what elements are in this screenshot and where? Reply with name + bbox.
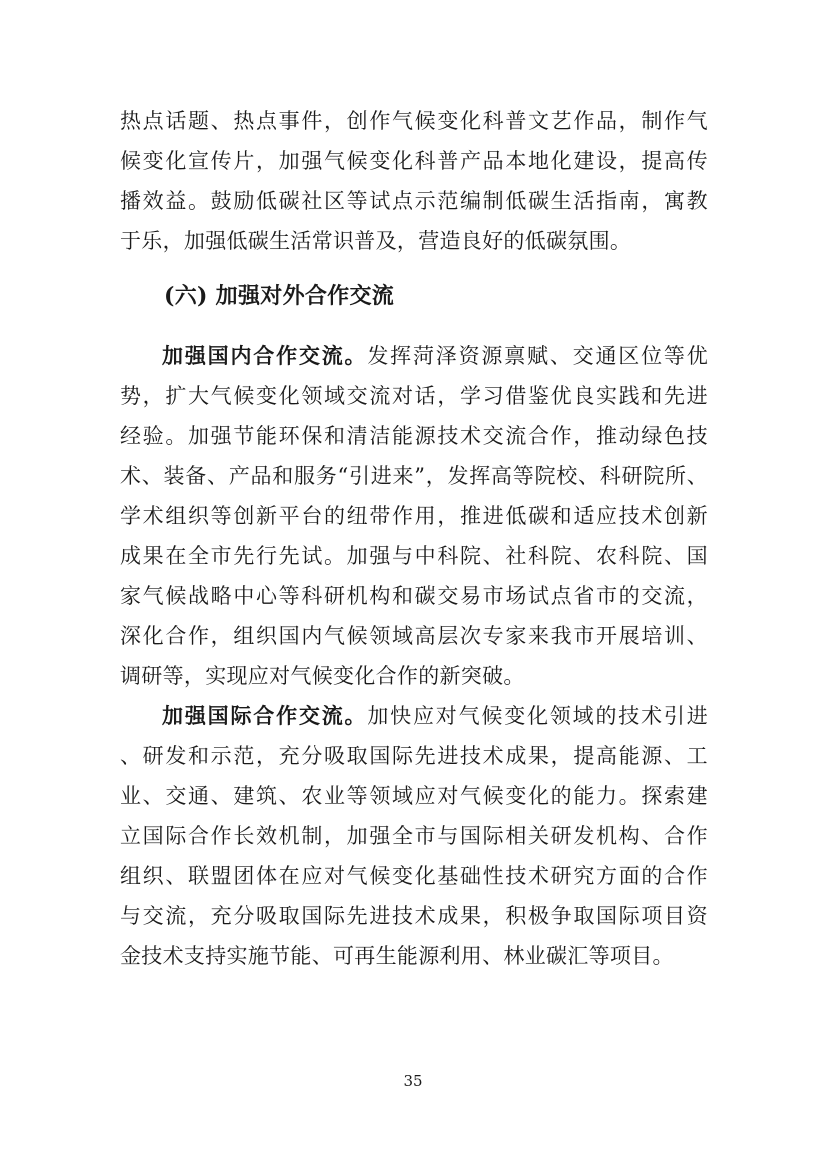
paragraph-line: 播效益。鼓励低碳社区等试点示范编制低碳生活指南，寓教	[120, 189, 708, 213]
paragraph-line: 热点话题、热点事件，创作气候变化科普文艺作品，制作气	[120, 109, 708, 133]
paragraph-line: 成果在全市先行先试。加强与中科院、社科院、农科院、国	[120, 544, 708, 568]
paragraph-line: 金技术支持实施节能、可再生能源利用、林业碳汇等项目。	[120, 944, 674, 968]
paragraph-line: 学术组织等创新平台的纽带作用，推进低碳和适应技术创新	[120, 504, 708, 528]
paragraph-line: 立国际合作长效机制，加强全市与国际相关研发机构、合作	[120, 824, 708, 848]
paragraph-line: 、研发和示范，充分吸取国际先进技术成果，提高能源、工	[120, 744, 708, 768]
paragraph-line: 势，扩大气候变化领域交流对话，学习借鉴优良实践和先进	[120, 384, 708, 408]
paragraph-line: 经验。加强节能环保和清洁能源技术交流合作，推动绿色技	[120, 424, 708, 448]
paragraph-media-promotion	[120, 101, 708, 261]
paragraph-line: 家气候战略中心等科研机构和碳交易市场试点省市的交流，	[120, 584, 708, 608]
paragraph-line: 于乐，加强低碳生活常识普及，营造良好的低碳氛围。	[120, 229, 632, 253]
paragraph-international-cooperation	[120, 696, 708, 976]
paragraph-line-text: 发挥菏泽资源禀赋、交通区位等优	[367, 344, 709, 368]
paragraph-line-text: 加快应对气候变化领域的技术引进	[367, 704, 709, 728]
paragraph-line: 调研等，实现应对气候变化合作的新突破。	[120, 664, 525, 688]
section-heading-six: (六) 加强对外合作交流	[164, 283, 395, 309]
paragraph-lead-bold: 加强国际合作交流。	[162, 703, 368, 728]
paragraph-line	[120, 696, 708, 736]
paragraph-line: 候变化宣传片，加强气候变化科普产品本地化建设，提高传	[120, 149, 708, 173]
paragraph-domestic-cooperation	[120, 336, 708, 696]
document-content	[120, 101, 708, 976]
paragraph-line: 组织、联盟团体在应对气候变化基础性技术研究方面的合作	[120, 864, 708, 888]
paragraph-line: 业、交通、建筑、农业等领域应对气候变化的能力。探索建	[120, 784, 708, 808]
paragraph-lead-bold: 加强国内合作交流。	[162, 343, 368, 368]
paragraph-line	[120, 336, 708, 376]
page-number: 35	[403, 1072, 423, 1090]
paragraph-line: 与交流，充分吸取国际先进技术成果，积极争取国际项目资	[120, 904, 708, 928]
paragraph-line: 术、装备、产品和服务“引进来”，发挥高等院校、科研院所、	[120, 464, 708, 488]
paragraph-line: 深化合作，组织国内气候领域高层次专家来我市开展培训、	[120, 624, 708, 648]
